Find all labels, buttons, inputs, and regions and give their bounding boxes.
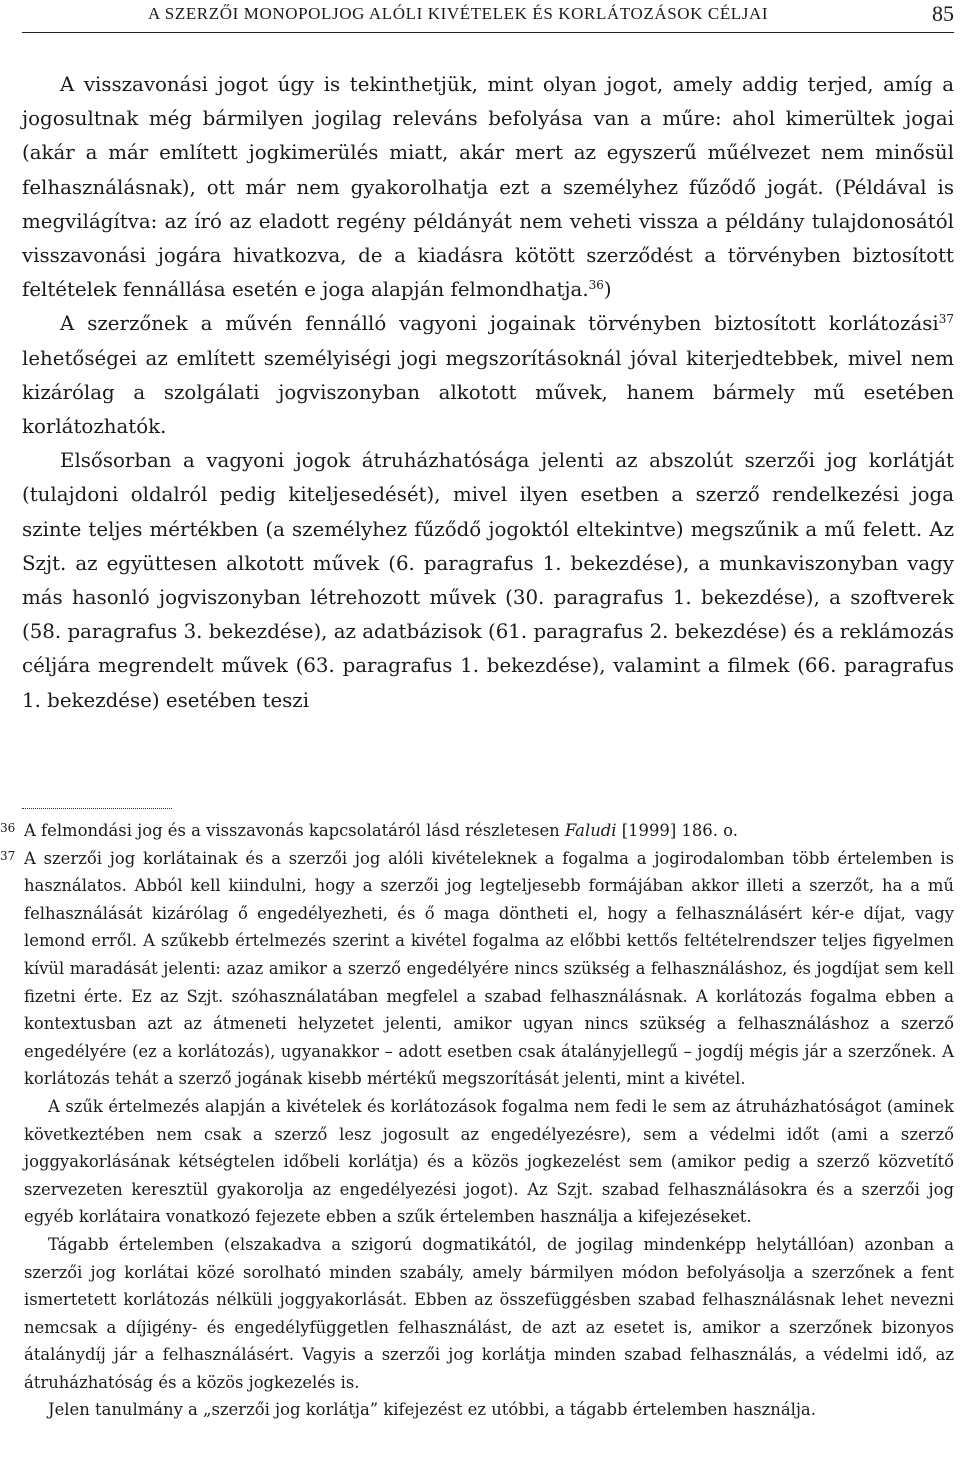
footnote-37-para-3: Tágabb értelemben (elszakadva a szigorú dogmatikától, de jogilag mindenképp helytállóan) azonban a szerzői jog korlátai közé sorolható minden szabály, amely bármilyen módon befolyásolja a szerzőnek a fent ismertetett korlátozás nélküli joggyakorlását. Ebben az összefüggésben szabad felhasználásnak lehet nevezni nemcsak a díjigény- és engedélyfüggetlen felhasználást, de azt az esetet is, amikor a szerzőnek bizonyos átalánydíj jár a felhasználásért. Vagyis a szerzői jog korlátja minden szabad felhasználás, a védelmi idő, az átruházhatóság és a közös jogkezelés is. — [24, 1234, 954, 1392]
paragraph-1-text: A visszavonási jogot úgy is tekinthetjük, mint olyan jogot, amely addig terjed, amíg a jogosultnak még bármilyen jogilag releváns befolyása van a műre: ahol kimerültek jogai (akár a már említett jogkimerülés miatt, akár mert az egyszerű műélvezet nem minősül felhasználásnak), ott már nem gyakorolhatja ezt a személyhez fűződő jogát. (Példával is megvilágítva: az író az eladott regény példányát nem veheti vissza a példány tulajdonosától visszavonási jogára hivatkozva, de a kiadásra kötött szerződést a törvényben biztosított feltételek fennállása esetén e joga alapján felmondhatja. — [22, 73, 954, 302]
footnotes — [0, 817, 954, 1424]
page-number: 85 — [932, 1, 954, 26]
footnote-ref-37[interactable]: 37 — [938, 312, 954, 327]
footnote-37 — [0, 845, 954, 1424]
paragraph-1 — [22, 68, 954, 307]
footnote-37-para-4: Jelen tanulmány a „szerzői jog korlátja” kifejezést ez utóbbi, a tágabb értelemben használja. — [48, 1400, 816, 1420]
footnote-36 — [0, 817, 954, 845]
footnote-number: 36 — [0, 821, 16, 835]
running-header — [22, 1, 954, 33]
running-title: A SZERZŐI MONOPOLJOG ALÓLI KIVÉTELEK ÉS KORLÁTOZÁSOK CÉLJAI — [148, 4, 769, 23]
footnote-ref-36[interactable]: 36 — [588, 278, 604, 293]
footnote-36-text-a: A felmondási jog és a visszavonás kapcsolatáról lásd részletesen — [24, 821, 565, 840]
footnote-separator — [22, 808, 172, 809]
footnote-36-text-b: [1999] 186. o. — [616, 821, 738, 840]
cited-author: Faludi — [564, 821, 617, 840]
paragraph-3: Elsősorban a vagyoni jogok átruházhatósága jelenti az abszolút szerzői jog korlátját (tulajdoni oldalról pedig kiteljesedését), mivel ilyen esetben a szerző rendelkezési joga szinte teljes mértékben (a személyhez fűződő jogoktól eltekintve) megszűnik a mű felett. Az Szjt. az együttesen alkotott művek (6. paragrafus 1. bekezdése), a munkaviszonyban vagy más hasonló jogviszonyban létrehozott művek (30. paragrafus 1. bekezdése), a szoftverek (58. paragrafus 3. bekezdése), az adatbázisok (61. paragrafus 2. bekezdése) és a reklámozás céljára megrendelt művek (63. paragrafus 1. bekezdése), valamint a filmek (66. paragrafus 1. bekezdése) esetében teszi — [22, 449, 954, 712]
paragraph-2 — [22, 307, 954, 444]
paragraph-2-text-cont: lehetőségei az említett személyiségi jogi megszorításoknál jóval kiterjedtebbek, mivel nem kizárólag a szolgálati jogviszonyban alkotott művek, hanem bármely mű esetében korlátozhatók. — [22, 346, 954, 439]
paragraph-2-text: A szerzőnek a művén fennálló vagyoni jogainak törvényben biztosított korlátozási — [60, 312, 939, 336]
paragraph-1-close: ) — [603, 278, 612, 302]
footnote-37-para-1: A szerzői jog korlátainak és a szerzői jog alóli kivételeknek a fogalma a jogirodalomban több értelemben is használatos. Abból kell kiindulni, hogy a szerzői jog legteljesebb formájában akkor illeti a szerzőt, ha a mű felhasználását kizárólag ő engedélyezheti, és ő maga döntheti el, hogy a felhasználásért kér-e díjat, vagy lemond erről. A szűkebb értelmezés szerint a kivétel fogalma az előbbi kettős feltételrendszer teljes figyelmen kívül maradását jelenti: azaz amikor a szerző engedélyére nincs szükség a felhasználáshoz, és jogdíjat sem kell fizetni érte. Ez az Szjt. szóhasználatában megfelel a szabad felhasználásnak. A korlátozás fogalma ebben a kontextusban azt az átmeneti helyzetet jelenti, amikor ugyan nincs szükség a felhasználáshoz a szerző engedélyére (ez a korlátozás), ugyanakkor – adott esetben csak átalányjellegű – jogdíj mégis jár a szerzőnek. A korlátozás tehát a szerző jogának kisebb mértékű megszorítását jelenti, mint a kivétel. — [24, 848, 954, 1089]
footnote-37-para-2: A szűk értelmezés alapján a kivételek és korlátozások fogalma nem fedi le sem az átruházhatóságot (aminek következtében nem csak a szerző lesz jogosult az engedélyezésre), sem a védelmi időt (ami a szerző joggyakorlásának kétségtelen időbeli korlátja) és a közös jogkezelést sem (amikor pedig a szerző közvetítő szervezeten keresztül gyakorolja az engedélyezési jogot). Az Szjt. szabad felhasználásokra és a szerzői jog egyéb korlátaira vonatkozó fejezete ebben a szűk értelemben használja a kifejezéseket. — [24, 1096, 954, 1227]
footnote-number: 37 — [0, 848, 16, 863]
main-text — [22, 68, 954, 718]
footnote-36-text — [24, 817, 954, 845]
